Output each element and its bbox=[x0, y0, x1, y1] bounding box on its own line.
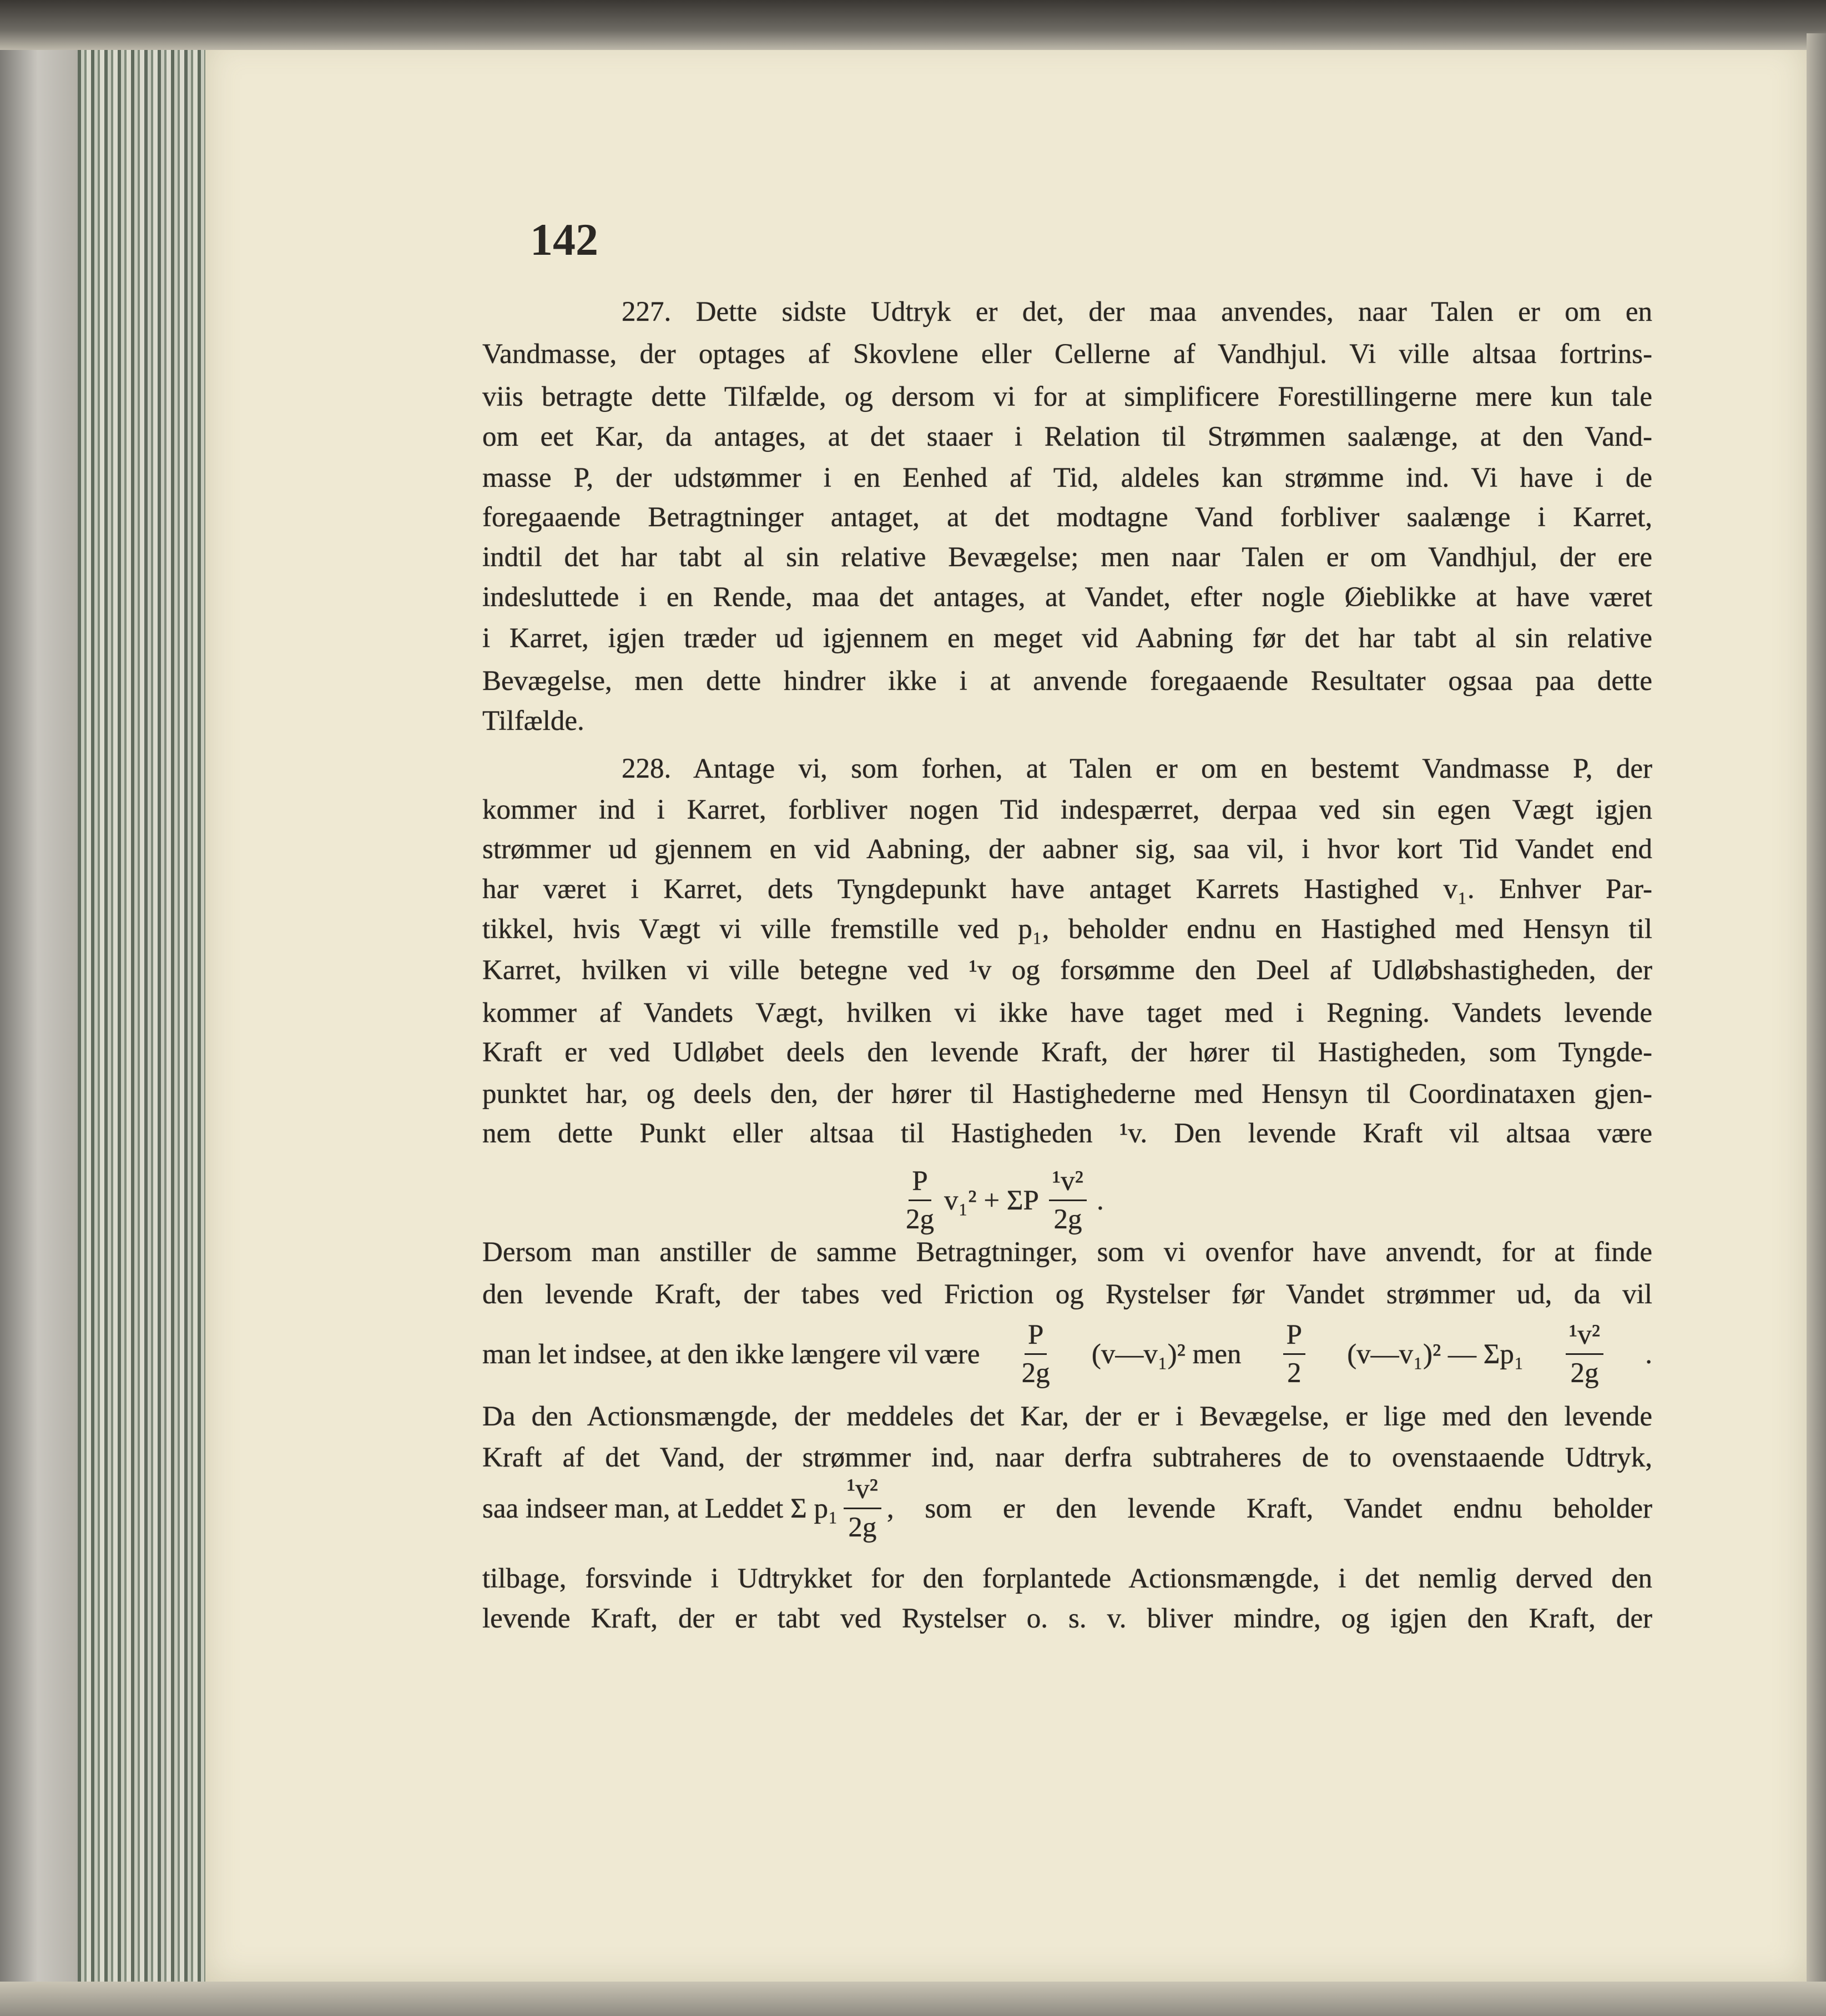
text-line: kommer af Vandets Vægt, hvilken vi ikke have taget med i Regning. Vandets levende bbox=[482, 997, 1652, 1029]
bottom-edge bbox=[0, 1982, 1826, 2016]
numerator: P bbox=[1025, 1317, 1047, 1355]
text-line: har været i Karret, dets Tyngdepunkt have antaget Karrets Hastighed v₁. Enhver Par- bbox=[482, 874, 1652, 905]
equation-term: . bbox=[1096, 1185, 1104, 1216]
text-line: viis betragte dette Tilfælde, og dersom vi for at simplificere Forestillingerne mere kun tale bbox=[482, 381, 1652, 412]
text-line: foregaaende Betragtninger antaget, at det modtagne Vand forbliver saalænge i Karret, bbox=[482, 502, 1652, 533]
equation-living-force bbox=[899, 1163, 1107, 1238]
text-line: Bevægelse, men dette hindrer ikke i at anvende foregaaende Resultater ogsaa paa dette bbox=[482, 666, 1652, 697]
numerator: P bbox=[909, 1163, 931, 1201]
fraction bbox=[844, 1471, 881, 1546]
text-line: Dersom man anstiller de samme Betragtninger, som vi ovenfor have anvendt, for at finde bbox=[482, 1237, 1652, 1268]
text-line: 228. Antage vi, som forhen, at Talen er om en bestemt Vandmasse P, der bbox=[622, 753, 1652, 784]
text-line: kommer ind i Karret, forbliver nogen Tid indespærret, derpaa ved sin egen Vægt igjen bbox=[482, 794, 1652, 825]
text-line: levende Kraft, der er tabt ved Rystelser o. s. v. bliver mindre, og igjen den Kraft, der bbox=[482, 1603, 1652, 1634]
numerator: P bbox=[1283, 1317, 1305, 1355]
denominator: 2g bbox=[1053, 1204, 1082, 1235]
text-line: strømmer ud gjennem en vid Aabning, der aabner sig, saa vil, i hvor kort Tid Vandet end bbox=[482, 834, 1652, 865]
text-line: Vandmasse, der optages af Skovlene eller Cellerne af Vandhjul. Vi ville altsaa fortrins- bbox=[482, 339, 1652, 370]
text-line: Karret, hvilken vi ville betegne ved ¹v og forsømme den Deel af Udløbshastigheden, der bbox=[482, 955, 1652, 986]
fraction bbox=[902, 1163, 937, 1238]
text-segment: , som er den levende Kraft, Vandet endnu beholder bbox=[886, 1493, 1652, 1524]
text-line: indesluttede i en Rende, maa det antages, at Vandet, efter nogle Øieblikke at have været bbox=[482, 582, 1652, 613]
text-segment: man let indsee, at den ikke længere vil være bbox=[482, 1338, 980, 1370]
text-line: den levende Kraft, der tabes ved Friction og Rystelser før Vandet strømmer ud, da vil bbox=[482, 1279, 1652, 1310]
numerator: ¹v² bbox=[844, 1471, 881, 1509]
text-line-with-equation bbox=[482, 1471, 1652, 1546]
equation-term: v₁² + ΣP bbox=[944, 1185, 1039, 1216]
denominator: 2 bbox=[1287, 1358, 1302, 1389]
denominator: 2g bbox=[1570, 1358, 1599, 1389]
denominator: 2g bbox=[848, 1512, 877, 1543]
text-line: om eet Kar, da antages, at det staaer i Relation til Strømmen saalænge, at den Vand- bbox=[482, 421, 1652, 452]
text-line: i Karret, igjen træder ud igjennem en meget vid Aabning før det har tabt al sin relative bbox=[482, 623, 1652, 654]
numerator: ¹v² bbox=[1049, 1163, 1087, 1201]
equation-term: (v—v₁)² men bbox=[1091, 1338, 1242, 1370]
text-segment: saa indseer man, at Leddet Σ p₁ bbox=[482, 1493, 838, 1524]
text-line: Tilfælde. bbox=[482, 705, 584, 737]
right-page-edge bbox=[1807, 33, 1826, 2016]
page-number: 142 bbox=[530, 214, 598, 265]
fraction bbox=[1022, 1317, 1050, 1392]
denominator: 2g bbox=[1021, 1358, 1050, 1389]
page-stack-edges bbox=[78, 33, 211, 2009]
fraction bbox=[1566, 1317, 1603, 1392]
equation-term: (v—v₁)² — Σp₁ bbox=[1347, 1338, 1524, 1370]
text-line: tikkel, hvis Vægt vi ville fremstille ved p₁, beholder endnu en Hastighed med Hensyn til bbox=[482, 914, 1652, 945]
top-shadow bbox=[0, 0, 1826, 50]
equation-term: . bbox=[1645, 1338, 1652, 1370]
text-line: nem dette Punkt eller altsaa til Hastigheden ¹v. Den levende Kraft vil altsaa være bbox=[482, 1118, 1652, 1149]
text-line: punktet har, og deels den, der hører til Hastighederne med Hensyn til Coordinataxen gjen- bbox=[482, 1078, 1652, 1110]
text-line: indtil det har tabt al sin relative Bevægelse; men naar Talen er om Vandhjul, der ere bbox=[482, 542, 1652, 573]
text-line: Da den Actionsmængde, der meddeles det Kar, der er i Bevægelse, er lige med den levende bbox=[482, 1401, 1652, 1432]
text-line: Kraft er ved Udløbet deels den levende Kraft, der hører til Hastigheden, som Tyngde- bbox=[482, 1037, 1652, 1068]
fraction bbox=[1046, 1163, 1090, 1238]
text-line: 227. Dette sidste Udtryk er det, der maa anvendes, naar Talen er om en bbox=[622, 296, 1652, 327]
text-line: masse P, der udstømmer i en Eenhed af Tid, aldeles kan strømme ind. Vi have i de bbox=[482, 462, 1652, 493]
denominator: 2g bbox=[906, 1204, 934, 1235]
numerator: ¹v² bbox=[1566, 1317, 1603, 1355]
text-line-with-equation bbox=[482, 1317, 1652, 1392]
text-line: Kraft af det Vand, der strømmer ind, naar derfra subtraheres de to ovenstaaende Udtryk, bbox=[482, 1442, 1652, 1473]
fraction bbox=[1283, 1317, 1305, 1392]
text-line: tilbage, forsvinde i Udtrykket for den forplantede Actionsmængde, i det nemlig derved den bbox=[482, 1563, 1652, 1594]
